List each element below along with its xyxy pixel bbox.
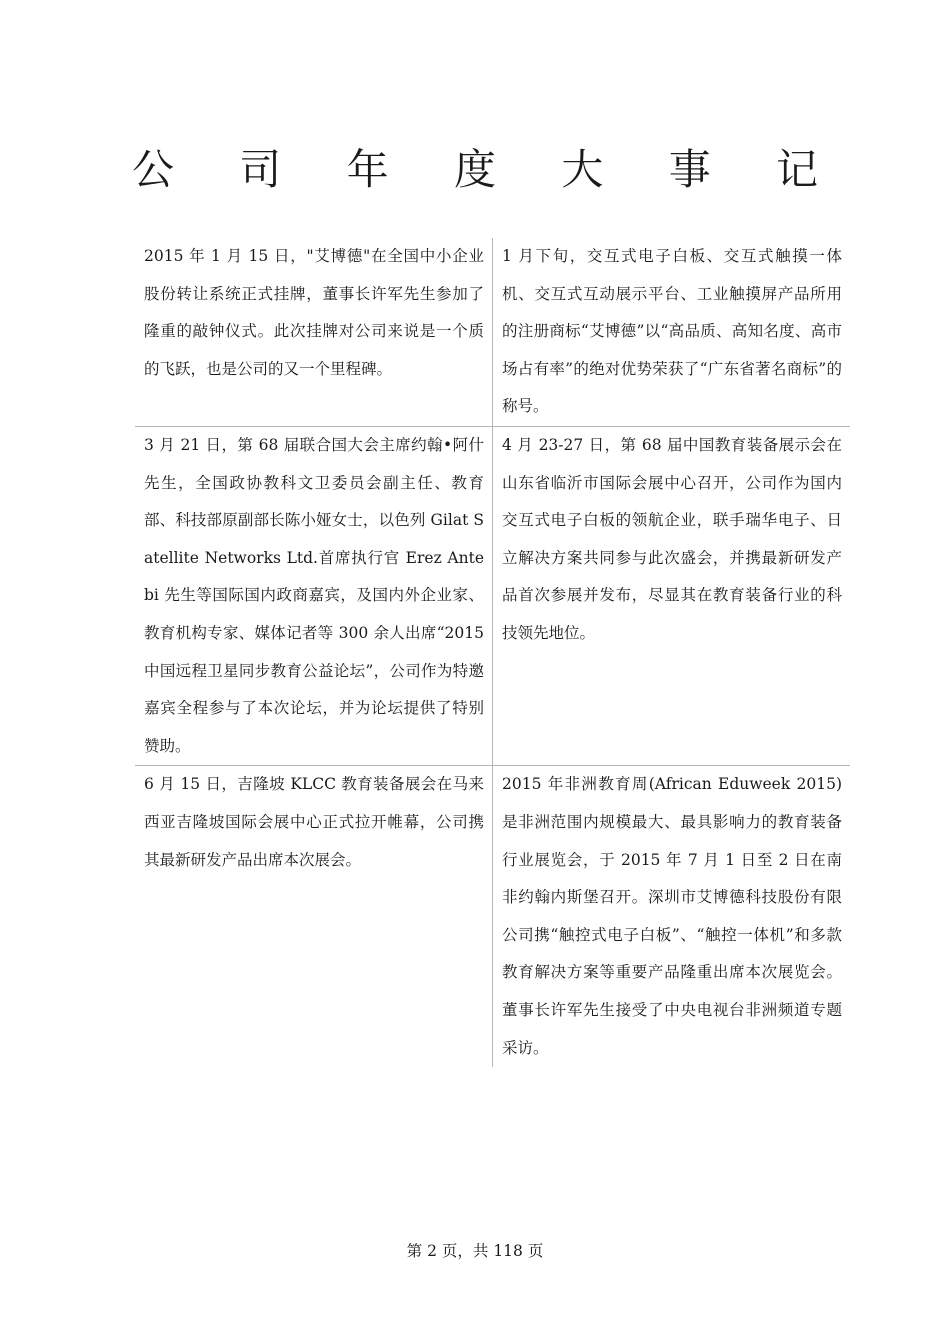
event-cell: 4 月 23-27 日，第 68 届中国教育装备展示会在山东省临沂市国际会展中心召开，公司作为国内交互式电子白板的领航企业，联手瑞华电子、日立解决方案共同参与此次盛会，并携最新研发产品首次参展并发布，尽显其在教育装备行业的科技领先地位。 (493, 427, 851, 766)
table-row (135, 427, 850, 766)
event-cell: 3 月 21 日，第 68 届联合国大会主席约翰•阿什先生，全国政协教科文卫委员会副主任、教育部、科技部原副部长陈小娅女士，以色列 Gilat Satellite Networks Ltd.首席执行官 Erez Antebi 先生等国际国内政商嘉宾，及国内外企业家、教育机构专家、媒体记者等 300 余人出席“2015 中国远程卫星同步教育公益论坛”，公司作为特邀嘉宾全程参与了本次论坛，并为论坛提供了特别赞助。 (135, 427, 493, 766)
table-row (135, 766, 850, 1067)
event-cell: 1 月下旬，交互式电子白板、交互式触摸一体机、交互式互动展示平台、工业触摸屏产品所用的注册商标“艾博德”以“高品质、高知名度、高市场占有率”的绝对优势荣获了“广东省著名商标”的称号。 (493, 238, 851, 427)
page-number-footer: 第 2 页，共 118 页 (406, 1242, 544, 1260)
page-title: 公 司 年 度 大 事 记 (131, 145, 845, 194)
event-cell: 6 月 15 日，吉隆坡 KLCC 教育装备展会在马来西亚吉隆坡国际会展中心正式拉开帷幕，公司携其最新研发产品出席本次展会。 (135, 766, 493, 1067)
event-cell: 2015 年 1 月 15 日，"艾博德"在全国中小企业股份转让系统正式挂牌，董事长许军先生参加了隆重的敲钟仪式。此次挂牌对公司来说是一个质的飞跃，也是公司的又一个里程碑。 (135, 238, 493, 427)
event-cell: 2015 年非洲教育周(African Eduweek 2015)是非洲范围内规模最大、最具影响力的教育装备行业展览会，于 2015 年 7 月 1 日至 2 日在南非约翰内斯堡召开。深圳市艾博德科技股份有限公司携“触控式电子白板”、“触控一体机”和多款教育解决方案等重要产品隆重出席本次展览会。董事长许军先生接受了中央电视台非洲频道专题采访。 (502, 775, 842, 1057)
events-table (135, 238, 850, 1067)
table-row (135, 238, 850, 427)
